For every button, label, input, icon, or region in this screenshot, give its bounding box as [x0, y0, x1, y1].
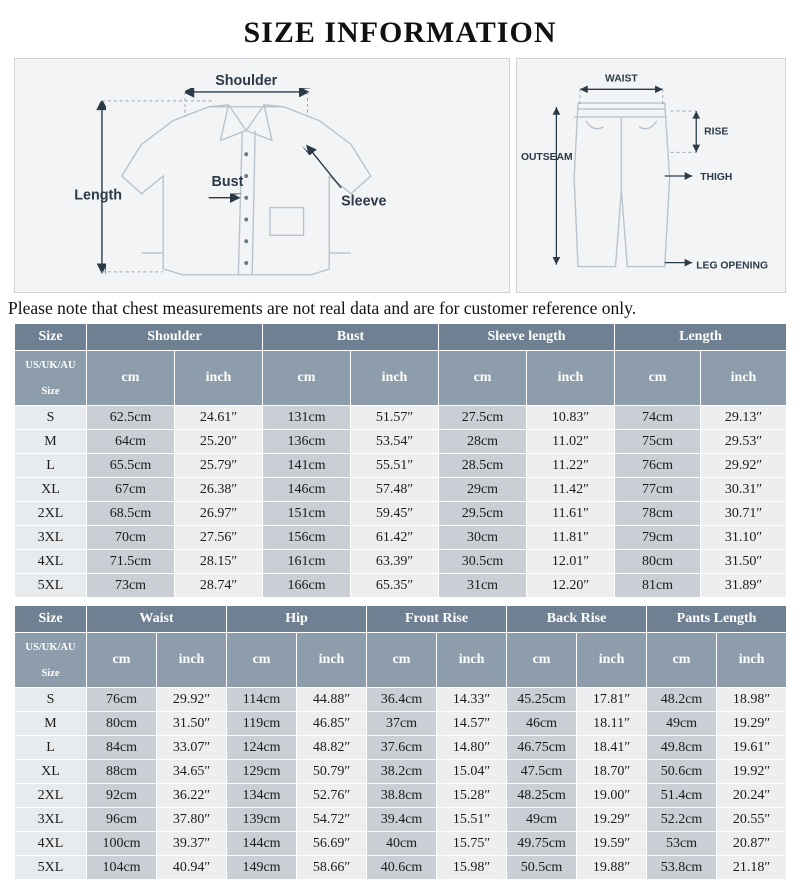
- measurement-cm-cell: 28cm: [439, 430, 527, 454]
- top-table-sub-header: cm: [615, 351, 701, 406]
- measurement-inch-cell: 58.66″: [297, 856, 367, 880]
- measurement-inch-cell: 18.98″: [717, 688, 787, 712]
- measurement-inch-cell: 11.81″: [527, 526, 615, 550]
- bottom-table-group-header: Back Rise: [507, 606, 647, 633]
- measurement-cm-cell: 77cm: [615, 478, 701, 502]
- measurement-inch-cell: 50.79″: [297, 760, 367, 784]
- measurement-note: Please note that chest measurements are not real data and are for customer reference only.: [8, 298, 637, 318]
- bottom-table-sub-header: cm: [507, 633, 577, 688]
- top-table-sub-header: cm: [263, 351, 351, 406]
- measurement-inch-cell: 25.79″: [175, 454, 263, 478]
- measurement-inch-cell: 19.29″: [577, 808, 647, 832]
- measurement-inch-cell: 37.80″: [157, 808, 227, 832]
- size-label-cell: L: [15, 736, 87, 760]
- size-label-cell: 3XL: [15, 808, 87, 832]
- measurement-cm-cell: 81cm: [615, 574, 701, 598]
- measurement-inch-cell: 30.71″: [701, 502, 787, 526]
- measurement-inch-cell: 19.59″: [577, 832, 647, 856]
- measurement-inch-cell: 12.20″: [527, 574, 615, 598]
- measurement-inch-cell: 14.57″: [437, 712, 507, 736]
- top-size-table: [14, 323, 787, 598]
- top-table-sub-header: cm: [87, 351, 175, 406]
- svg-text:Bust: Bust: [211, 173, 244, 190]
- measurement-cm-cell: 129cm: [227, 760, 297, 784]
- size-label-cell: S: [15, 688, 87, 712]
- top-table-sub-header: inch: [527, 351, 615, 406]
- measurement-inch-cell: 11.02″: [527, 430, 615, 454]
- measurement-inch-cell: 29.13″: [701, 406, 787, 430]
- measurement-cm-cell: 65.5cm: [87, 454, 175, 478]
- measurement-inch-cell: 53.54″: [351, 430, 439, 454]
- measurement-cm-cell: 80cm: [615, 550, 701, 574]
- measurement-inch-cell: 18.41″: [577, 736, 647, 760]
- top-table-sub-header: cm: [439, 351, 527, 406]
- size-label-cell: 2XL: [15, 502, 87, 526]
- measurement-cm-cell: 45.25cm: [507, 688, 577, 712]
- size-label-cell: 4XL: [15, 550, 87, 574]
- table-row: [15, 574, 787, 598]
- top-table-group-header: Bust: [263, 324, 439, 351]
- table-row: [15, 808, 787, 832]
- measurement-cm-cell: 37cm: [367, 712, 437, 736]
- bottom-table-sub-header: inch: [437, 633, 507, 688]
- measurement-inch-cell: 11.61″: [527, 502, 615, 526]
- measurement-cm-cell: 119cm: [227, 712, 297, 736]
- measurement-cm-cell: 28.5cm: [439, 454, 527, 478]
- measurement-inch-cell: 51.57″: [351, 406, 439, 430]
- size-label-cell: M: [15, 712, 87, 736]
- measurement-inch-cell: 19.92″: [717, 760, 787, 784]
- svg-text:Shoulder: Shoulder: [215, 73, 278, 90]
- measurement-cm-cell: 38.8cm: [367, 784, 437, 808]
- svg-text:OUTSEAM: OUTSEAM: [521, 152, 573, 164]
- table-row: [15, 430, 787, 454]
- measurement-inch-cell: 24.61″: [175, 406, 263, 430]
- table-row: [15, 526, 787, 550]
- size-label-cell: 5XL: [15, 574, 87, 598]
- measurement-inch-cell: 20.24″: [717, 784, 787, 808]
- size-label-cell: L: [15, 454, 87, 478]
- measurement-inch-cell: 28.74″: [175, 574, 263, 598]
- size-label-cell: M: [15, 430, 87, 454]
- size-label-cell: S: [15, 406, 87, 430]
- table-spacer: [0, 598, 800, 605]
- measurement-cm-cell: 51.4cm: [647, 784, 717, 808]
- table-row: [15, 502, 787, 526]
- bottom-table-sub-header: cm: [367, 633, 437, 688]
- measurement-cm-cell: 139cm: [227, 808, 297, 832]
- top-table-sub-header: inch: [701, 351, 787, 406]
- measurement-inch-cell: 14.80″: [437, 736, 507, 760]
- measurement-cm-cell: 146cm: [263, 478, 351, 502]
- bottom-table-sub-header: cm: [87, 633, 157, 688]
- measurement-cm-cell: 70cm: [87, 526, 175, 550]
- measurement-cm-cell: 156cm: [263, 526, 351, 550]
- measurement-cm-cell: 100cm: [87, 832, 157, 856]
- measurement-inch-cell: 29.92″: [701, 454, 787, 478]
- table-row: [15, 784, 787, 808]
- bottom-table-sub-header: inch: [157, 633, 227, 688]
- measurement-cm-cell: 75cm: [615, 430, 701, 454]
- measurement-inch-cell: 19.00″: [577, 784, 647, 808]
- measurement-inch-cell: 57.48″: [351, 478, 439, 502]
- bottom-table-sub-header: cm: [647, 633, 717, 688]
- measurement-cm-cell: 50.6cm: [647, 760, 717, 784]
- size-label-cell: XL: [15, 478, 87, 502]
- measurement-cm-cell: 31cm: [439, 574, 527, 598]
- measurement-inch-cell: 61.42″: [351, 526, 439, 550]
- measurement-inch-cell: 19.29″: [717, 712, 787, 736]
- bottom-table-group-header: Front Rise: [367, 606, 507, 633]
- svg-text:LEG OPENING: LEG OPENING: [696, 260, 769, 272]
- measurement-inch-cell: 11.42″: [527, 478, 615, 502]
- measurement-cm-cell: 48.25cm: [507, 784, 577, 808]
- bottom-table-sub-header: inch: [297, 633, 367, 688]
- measurement-inch-cell: 30.31″: [701, 478, 787, 502]
- pants-diagram: [516, 58, 786, 293]
- measurement-inch-cell: 52.76″: [297, 784, 367, 808]
- measurement-inch-cell: 65.35″: [351, 574, 439, 598]
- measurement-cm-cell: 76cm: [615, 454, 701, 478]
- measurement-cm-cell: 136cm: [263, 430, 351, 454]
- table-row: [15, 712, 787, 736]
- measurement-cm-cell: 131cm: [263, 406, 351, 430]
- measurement-inch-cell: 21.18″: [717, 856, 787, 880]
- measurement-cm-cell: 37.6cm: [367, 736, 437, 760]
- table-row: [15, 760, 787, 784]
- measurement-cm-cell: 141cm: [263, 454, 351, 478]
- measurement-cm-cell: 73cm: [87, 574, 175, 598]
- measurement-cm-cell: 62.5cm: [87, 406, 175, 430]
- measurement-inch-cell: 20.87″: [717, 832, 787, 856]
- measurement-inch-cell: 15.98″: [437, 856, 507, 880]
- measurement-cm-cell: 46.75cm: [507, 736, 577, 760]
- measurement-inch-cell: 17.81″: [577, 688, 647, 712]
- bottom-table-sub-header: inch: [577, 633, 647, 688]
- measurement-inch-cell: 12.01″: [527, 550, 615, 574]
- measurement-inch-cell: 31.50″: [157, 712, 227, 736]
- top-table-sub-header: US/UK/AU Size: [15, 351, 87, 406]
- measurement-inch-cell: 31.10″: [701, 526, 787, 550]
- measurement-inch-cell: 18.11″: [577, 712, 647, 736]
- measurement-inch-cell: 27.56″: [175, 526, 263, 550]
- svg-text:WAIST: WAIST: [605, 73, 638, 85]
- measurement-inch-cell: 46.85″: [297, 712, 367, 736]
- bottom-table-sub-header: inch: [717, 633, 787, 688]
- measurement-cm-cell: 96cm: [87, 808, 157, 832]
- measurement-cm-cell: 39.4cm: [367, 808, 437, 832]
- measurement-inch-cell: 28.15″: [175, 550, 263, 574]
- svg-text:THIGH: THIGH: [700, 171, 733, 183]
- measurement-inch-cell: 19.88″: [577, 856, 647, 880]
- measurement-inch-cell: 59.45″: [351, 502, 439, 526]
- measurement-cm-cell: 114cm: [227, 688, 297, 712]
- measurement-cm-cell: 84cm: [87, 736, 157, 760]
- measurement-cm-cell: 134cm: [227, 784, 297, 808]
- measurement-cm-cell: 47.5cm: [507, 760, 577, 784]
- measurement-cm-cell: 88cm: [87, 760, 157, 784]
- measurement-cm-cell: 76cm: [87, 688, 157, 712]
- measurement-cm-cell: 46cm: [507, 712, 577, 736]
- measurement-cm-cell: 166cm: [263, 574, 351, 598]
- measurement-cm-cell: 67cm: [87, 478, 175, 502]
- measurement-inch-cell: 20.55″: [717, 808, 787, 832]
- measurement-inch-cell: 26.97″: [175, 502, 263, 526]
- measurement-cm-cell: 149cm: [227, 856, 297, 880]
- measurement-inch-cell: 31.89″: [701, 574, 787, 598]
- measurement-cm-cell: 74cm: [615, 406, 701, 430]
- table-row: [15, 832, 787, 856]
- bottom-table-sub-header-row: [15, 633, 787, 688]
- measurement-cm-cell: 78cm: [615, 502, 701, 526]
- measurement-inch-cell: 15.28″: [437, 784, 507, 808]
- measurement-inch-cell: 25.20″: [175, 430, 263, 454]
- bottom-table-group-header: Pants Length: [647, 606, 787, 633]
- bottom-table-sub-header: cm: [227, 633, 297, 688]
- top-table-group-header: Shoulder: [87, 324, 263, 351]
- bottom-size-table: [14, 605, 787, 880]
- measurement-inch-cell: 63.39″: [351, 550, 439, 574]
- measurement-inch-cell: 19.61″: [717, 736, 787, 760]
- measurement-cm-cell: 40.6cm: [367, 856, 437, 880]
- svg-text:RISE: RISE: [704, 126, 729, 138]
- measurement-inch-cell: 33.07″: [157, 736, 227, 760]
- measurement-cm-cell: 40cm: [367, 832, 437, 856]
- measurement-cm-cell: 38.2cm: [367, 760, 437, 784]
- size-label-cell: 3XL: [15, 526, 87, 550]
- measurement-inch-cell: 15.75″: [437, 832, 507, 856]
- top-table-sub-header: inch: [175, 351, 263, 406]
- measurement-cm-cell: 49.8cm: [647, 736, 717, 760]
- measurement-inch-cell: 26.38″: [175, 478, 263, 502]
- measurement-cm-cell: 71.5cm: [87, 550, 175, 574]
- measurement-cm-cell: 80cm: [87, 712, 157, 736]
- table-row: [15, 856, 787, 880]
- measurement-inch-cell: 10.83″: [527, 406, 615, 430]
- bottom-table-group-header: Size: [15, 606, 87, 633]
- top-table-group-header-row: [15, 324, 787, 351]
- measurement-cm-cell: 53cm: [647, 832, 717, 856]
- bottom-table-sub-header: US/UK/AU Size: [15, 633, 87, 688]
- page-title: SIZE INFORMATION: [243, 16, 557, 49]
- svg-text:Length: Length: [74, 187, 122, 204]
- measurement-cm-cell: 36.4cm: [367, 688, 437, 712]
- measurement-cm-cell: 49cm: [647, 712, 717, 736]
- measurement-inch-cell: 11.22″: [527, 454, 615, 478]
- measurement-cm-cell: 161cm: [263, 550, 351, 574]
- top-table-sub-header-row: [15, 351, 787, 406]
- measurement-cm-cell: 30cm: [439, 526, 527, 550]
- top-table-group-header: Size: [15, 324, 87, 351]
- table-row: [15, 454, 787, 478]
- measurement-cm-cell: 27.5cm: [439, 406, 527, 430]
- measurement-cm-cell: 104cm: [87, 856, 157, 880]
- measurement-cm-cell: 50.5cm: [507, 856, 577, 880]
- measurement-inch-cell: 56.69″: [297, 832, 367, 856]
- bottom-table-group-header: Hip: [227, 606, 367, 633]
- table-row: [15, 406, 787, 430]
- measurement-inch-cell: 18.70″: [577, 760, 647, 784]
- bottom-table-group-header: Waist: [87, 606, 227, 633]
- measurement-cm-cell: 29cm: [439, 478, 527, 502]
- measurement-inch-cell: 55.51″: [351, 454, 439, 478]
- measurement-cm-cell: 29.5cm: [439, 502, 527, 526]
- measurement-cm-cell: 64cm: [87, 430, 175, 454]
- measurement-cm-cell: 68.5cm: [87, 502, 175, 526]
- bottom-table-group-header-row: [15, 606, 787, 633]
- measurement-cm-cell: 92cm: [87, 784, 157, 808]
- measurement-inch-cell: 31.50″: [701, 550, 787, 574]
- measurement-inch-cell: 44.88″: [297, 688, 367, 712]
- measurement-inch-cell: 14.33″: [437, 688, 507, 712]
- measurement-inch-cell: 39.37″: [157, 832, 227, 856]
- size-label-cell: 4XL: [15, 832, 87, 856]
- measurement-inch-cell: 34.65″: [157, 760, 227, 784]
- measurement-cm-cell: 49cm: [507, 808, 577, 832]
- measurement-inch-cell: 40.94″: [157, 856, 227, 880]
- measurement-cm-cell: 124cm: [227, 736, 297, 760]
- measurement-cm-cell: 30.5cm: [439, 550, 527, 574]
- measurement-inch-cell: 15.51″: [437, 808, 507, 832]
- size-label-cell: XL: [15, 760, 87, 784]
- measurement-inch-cell: 54.72″: [297, 808, 367, 832]
- measurement-cm-cell: 151cm: [263, 502, 351, 526]
- table-row: [15, 736, 787, 760]
- shirt-diagram: [14, 58, 510, 293]
- measurement-cm-cell: 79cm: [615, 526, 701, 550]
- table-row: [15, 478, 787, 502]
- measurement-inch-cell: 48.82″: [297, 736, 367, 760]
- measurement-inch-cell: 29.53″: [701, 430, 787, 454]
- top-table-group-header: Length: [615, 324, 787, 351]
- top-table-group-header: Sleeve length: [439, 324, 615, 351]
- svg-text:Sleeve: Sleeve: [341, 193, 387, 210]
- diagram-row: [0, 58, 800, 293]
- measurement-cm-cell: 48.2cm: [647, 688, 717, 712]
- measurement-cm-cell: 53.8cm: [647, 856, 717, 880]
- measurement-cm-cell: 144cm: [227, 832, 297, 856]
- measurement-inch-cell: 15.04″: [437, 760, 507, 784]
- size-label-cell: 5XL: [15, 856, 87, 880]
- measurement-inch-cell: 36.22″: [157, 784, 227, 808]
- measurement-inch-cell: 29.92″: [157, 688, 227, 712]
- table-row: [15, 550, 787, 574]
- size-label-cell: 2XL: [15, 784, 87, 808]
- measurement-cm-cell: 52.2cm: [647, 808, 717, 832]
- measurement-cm-cell: 49.75cm: [507, 832, 577, 856]
- table-row: [15, 688, 787, 712]
- top-table-sub-header: inch: [351, 351, 439, 406]
